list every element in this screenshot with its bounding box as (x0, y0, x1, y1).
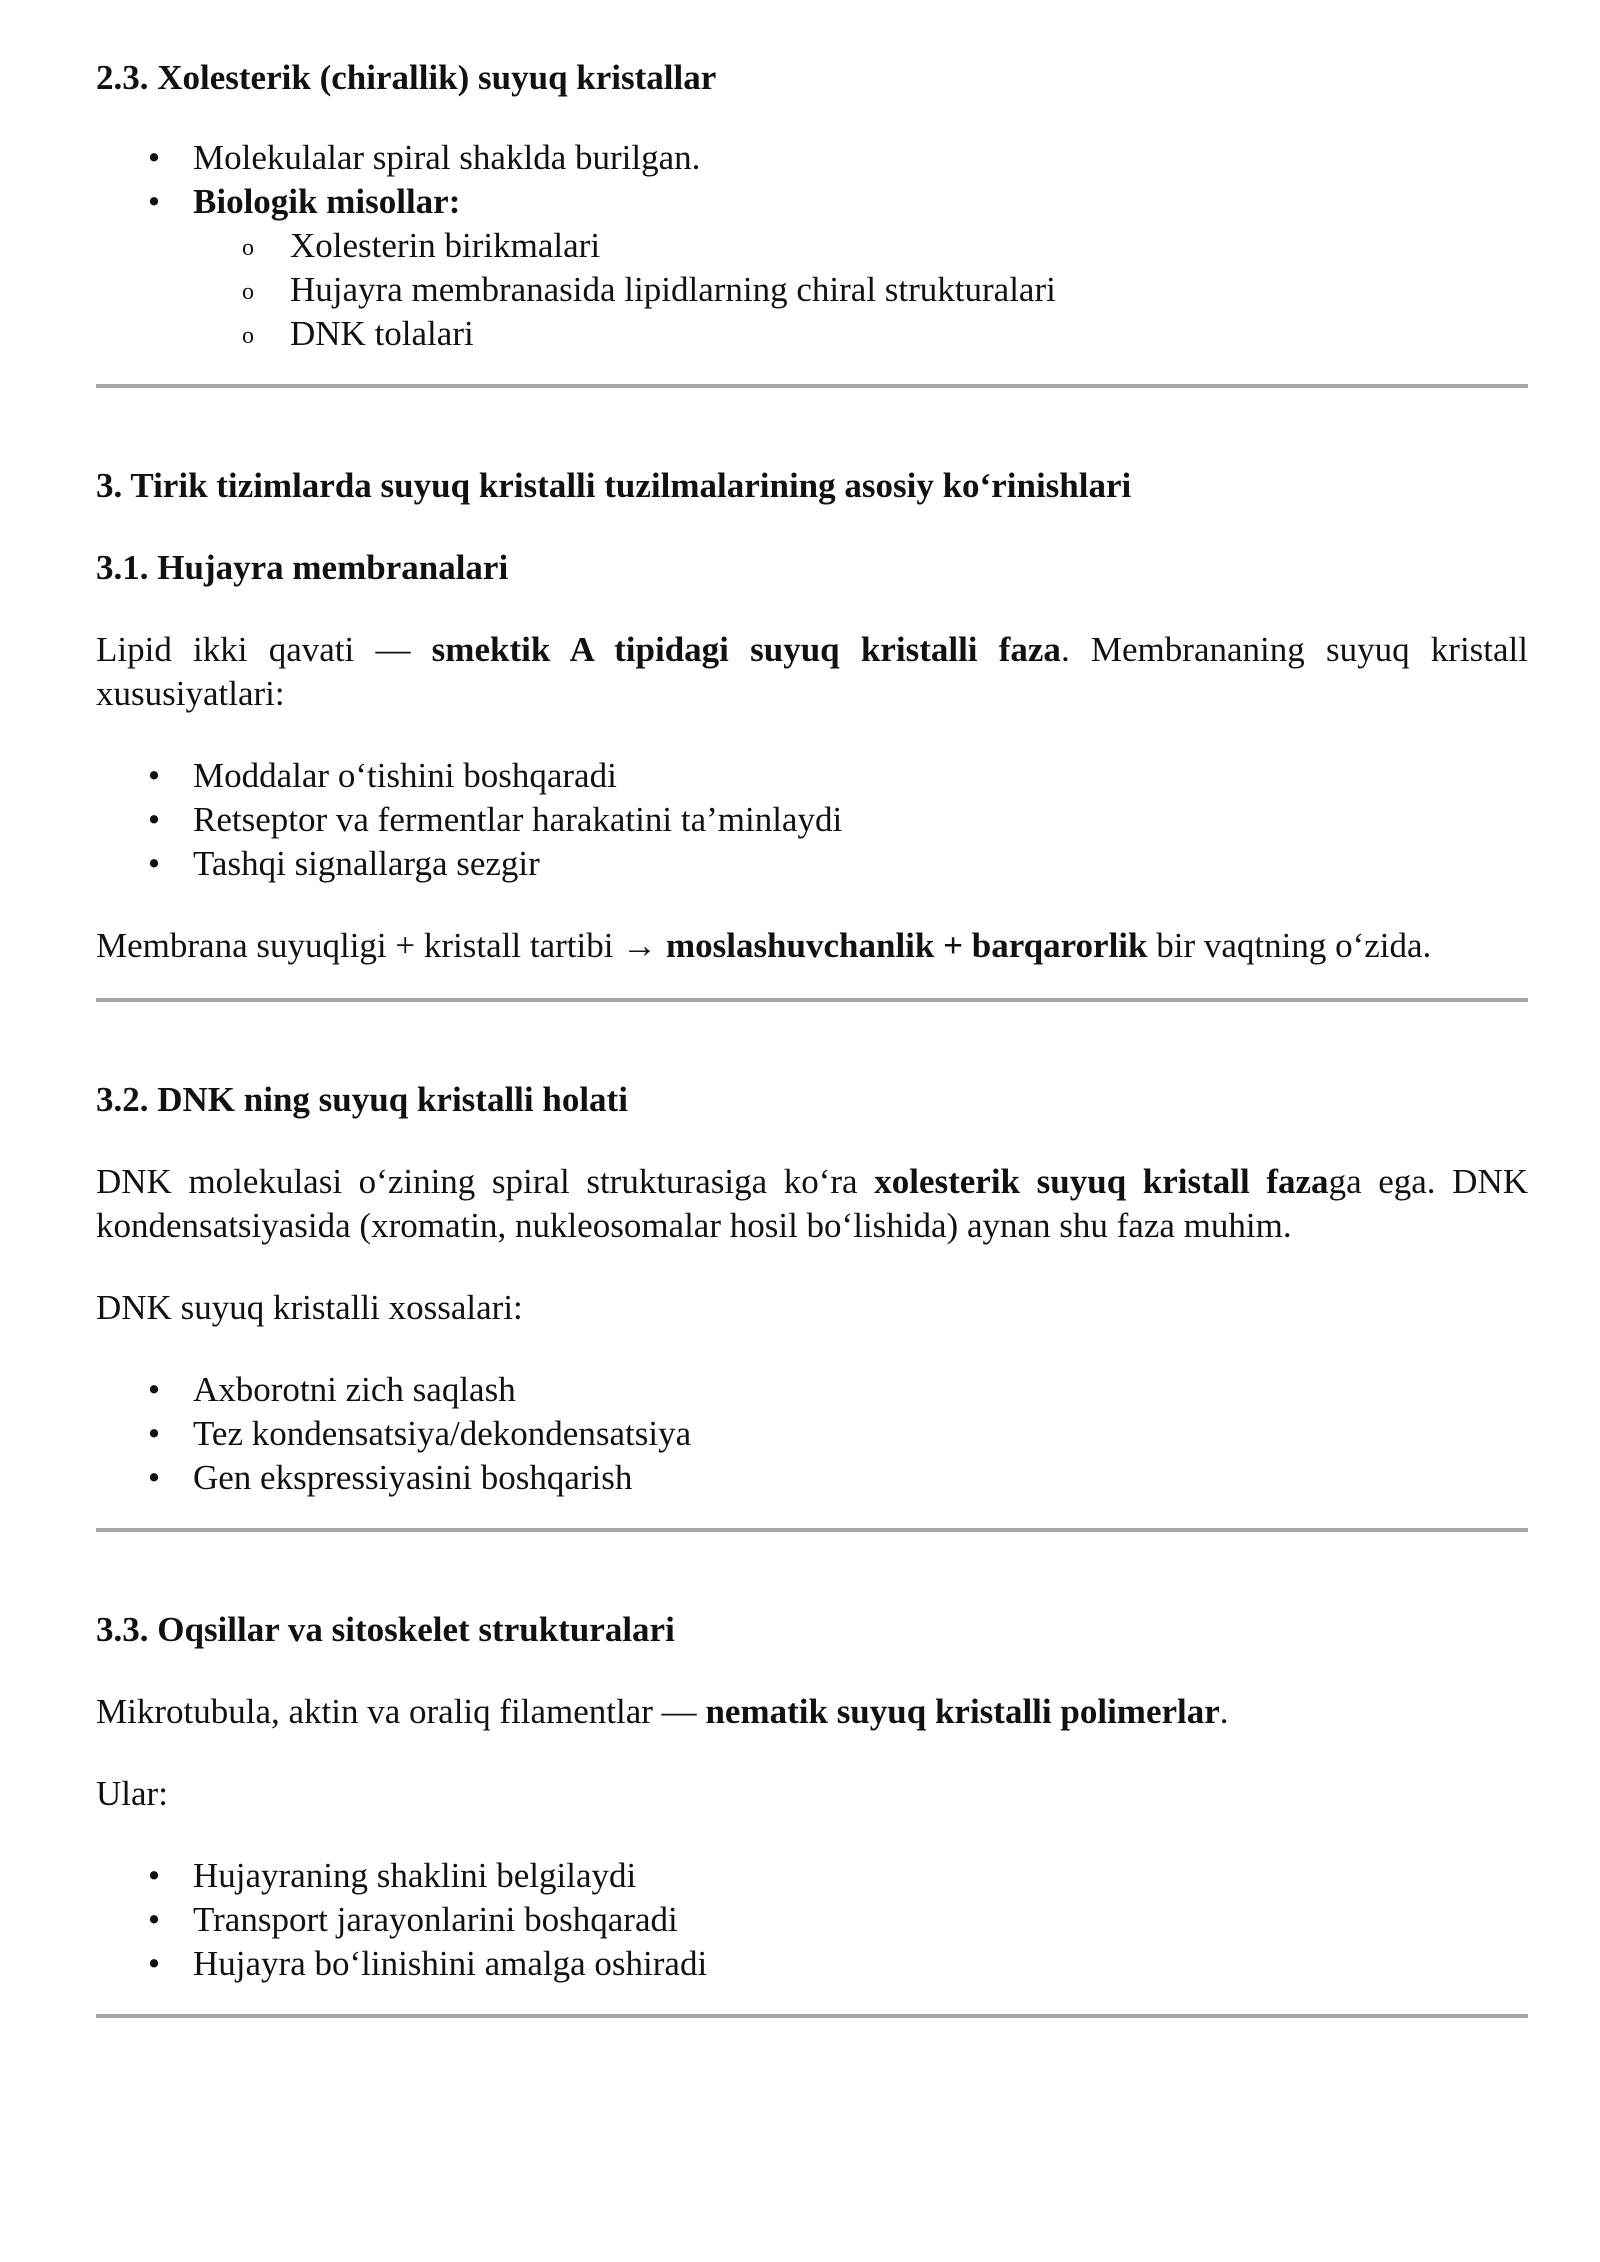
circle-bullet-icon: o (242, 323, 254, 349)
section-2-3-heading: 2.3. Xolesterik (chirallik) suyuq kristallar (96, 58, 717, 97)
sublist-item (96, 268, 1528, 312)
bullet-icon: • (147, 1900, 161, 1939)
bullet-icon: • (147, 1458, 161, 1497)
paragraph-text: . (1219, 1692, 1229, 1731)
bullet-icon: • (147, 1944, 161, 1983)
section-3-3-paragraph (96, 1690, 1528, 1734)
list-item-text: Tez kondensatsiya/dekondensatsiya (193, 1414, 692, 1453)
list-item-text: Biologik misollar: (193, 182, 461, 221)
paragraph-text: bir vaqtning o‘zida. (1147, 926, 1432, 965)
section-3-1-heading: 3.1. Hujayra membranalari (96, 548, 509, 587)
list-item-text: Retseptor va fermentlar harakatini ta’minlaydi (193, 800, 843, 839)
list-item-text: Moddalar o‘tishini boshqaradi (193, 756, 617, 795)
list-item-text: Gen ekspressiyasini boshqarish (193, 1458, 633, 1497)
divider (96, 1528, 1528, 1532)
section-3-2-heading: 3.2. DNK ning suyuq kristalli holati (96, 1080, 628, 1119)
section-3-3-intro: Ular: (96, 1774, 168, 1813)
bold-term: smektik A tipidagi suyuq kristalli faza (431, 630, 1061, 669)
circle-bullet-icon: o (242, 279, 254, 305)
list-item (96, 754, 1528, 798)
section-3-1-summary (96, 924, 1528, 968)
divider (96, 998, 1528, 1002)
list-item-text: Molekulalar spiral shaklda burilgan. (193, 138, 701, 177)
sublist-item (96, 224, 1528, 268)
list-item-text: Hujayra bo‘linishini amalga oshiradi (193, 1944, 708, 1983)
examples-sublist (96, 224, 1528, 356)
sublist-item-text: Hujayra membranasida lipidlarning chiral strukturalari (290, 270, 1056, 309)
bullet-icon: • (147, 756, 161, 795)
bold-term: moslashuvchanlik + barqarorlik (665, 926, 1148, 965)
list-item-text: Axborotni zich saqlash (193, 1370, 516, 1409)
bold-term: xolesterik suyuq kristall faza (874, 1162, 1329, 1201)
divider (96, 2014, 1528, 2018)
section-3-1-list (96, 754, 1528, 886)
section-3-heading: 3. Tirik tizimlarda suyuq kristalli tuzilmalarining asosiy ko‘rinishlari (96, 466, 1132, 505)
list-item (96, 798, 1528, 842)
circle-bullet-icon: o (242, 235, 254, 261)
sublist-item-text: Xolesterin birikmalari (290, 226, 601, 265)
bold-term: nematik suyuq kristalli polimerlar (705, 1692, 1220, 1731)
list-item (96, 842, 1528, 886)
list-item-text: Transport jarayonlarini boshqaradi (193, 1900, 678, 1939)
section-3-1-paragraph (96, 628, 1528, 716)
section-3-2-intro: DNK suyuq kristalli xossalari: (96, 1288, 523, 1327)
section-3-3-heading: 3.3. Oqsillar va sitoskelet strukturalari (96, 1610, 675, 1649)
list-item (96, 1412, 1528, 1456)
document-page (96, 52, 1528, 2018)
section-3-2-paragraph (96, 1160, 1528, 1248)
paragraph-text: ga ega. DNK kondensatsiyasida (xromatin, nukleosomalar hosil bo‘lishida) aynan shu faza muhim. (96, 1162, 1528, 1245)
list-item-text: Hujayraning shaklini belgilaydi (193, 1856, 637, 1895)
list-item (96, 1456, 1528, 1500)
paragraph-text: Lipid ikki qavati — (96, 630, 432, 669)
bullet-icon: • (147, 1370, 161, 1409)
bullet-icon: • (147, 800, 161, 839)
divider (96, 384, 1528, 388)
bullet-icon: • (147, 844, 161, 883)
bullet-icon: • (147, 1856, 161, 1895)
section-3-2-list (96, 1368, 1528, 1500)
list-item-text: Tashqi signallarga sezgir (193, 844, 540, 883)
paragraph-text: DNK molekulasi o‘zining spiral strukturasiga ko‘ra (96, 1162, 875, 1201)
paragraph-text: Membrana suyuqligi + kristall tartibi → (96, 926, 666, 965)
paragraph-text: Mikrotubula, aktin va oraliq filamentlar — (96, 1692, 706, 1731)
bullet-icon: • (147, 182, 161, 221)
list-item (96, 180, 1528, 356)
list-item (96, 136, 1528, 180)
list-item (96, 1942, 1528, 1986)
bullet-icon: • (147, 138, 161, 177)
paragraph-text: . Membrananing suyuq kristall xususiyatlari: (96, 630, 1528, 713)
list-item (96, 1368, 1528, 1412)
sublist-item (96, 312, 1528, 356)
section-2-3-list (96, 136, 1528, 356)
bullet-icon: • (147, 1414, 161, 1453)
sublist-item-text: DNK tolalari (290, 314, 474, 353)
section-3-3-list (96, 1854, 1528, 1986)
list-item (96, 1898, 1528, 1942)
list-item (96, 1854, 1528, 1898)
